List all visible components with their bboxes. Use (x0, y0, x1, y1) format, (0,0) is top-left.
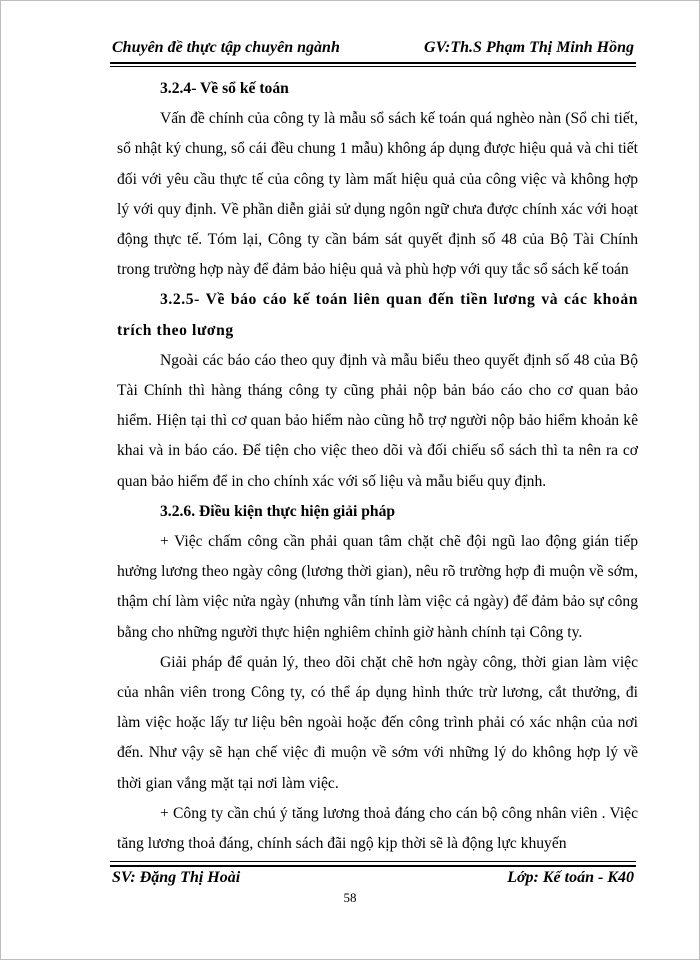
paragraph: Ngoài các báo cáo theo quy định và mẫu biểu theo quyết định số 48 của Bộ Tài Chính thì hàng tháng công ty cũng phải nộp bản báo cáo cho cơ quan bảo hiểm. Hiện tại thì cơ quan bảo hiểm nào cũng hỗ trợ người nộp bảo hiểm khoản kê khai và in báo cáo. Để tiện cho việc theo dõi và đối chiếu sổ sách thì ta nên ra cơ quan bảo hiểm để in cho chính xác với số liệu và mẫu biểu quy định. (117, 351, 638, 490)
page-footer (112, 869, 634, 887)
paragraph: + Công ty cần chú ý tăng lương thoả đáng cho cán bộ công nhân viên . Việc tăng lương thoả đáng, chính sách đãi ngộ kịp thời sẽ là động lực khuyến (117, 804, 638, 853)
page-header (112, 39, 634, 57)
header-course-title: Chuyên đề thực tập chuyên ngành (112, 39, 340, 56)
paragraph: Vấn đề chính của công ty là mẫu sổ sách kế toán quá nghèo nàn (Sổ chi tiết, sổ nhật ký chung, sổ cái đều chung 1 mẫu) không áp dụng được hiệu quả và chi tiết đối với yêu cầu thực tế của công ty làm mất hiệu quả của công việc và không hợp lý với quy định. Về phần diễn giải sử dụng ngôn ngữ chưa được chính xác với hoạt động thực tế. Tóm lại, Công ty cần bám sát quyết định số 48 của Bộ Tài Chính trong trường hợp này để đảm bảo hiệu quả và phù hợp với quy tắc sổ sách kế toán (117, 110, 638, 279)
footer-class: Lớp: Kế toán - K40 (507, 869, 634, 886)
header-rule-thin (110, 66, 636, 67)
header-instructor: GV:Th.S Phạm Thị Minh Hồng (424, 39, 634, 56)
footer-rule (110, 865, 636, 867)
paragraph: + Việc chấm công cần phải quan tâm chặt chẽ đội ngũ lao động gián tiếp hưởng lương theo ngày công (lương thời gian), nêu rõ trường hợp đi muộn về sớm, thậm chí làm việc nửa ngày (nhưng vẫn tính làm việc cả ngày) để đảm bảo sự công bằng cho những người thực hiện nghiêm chỉnh giờ hành chính tại Công ty. (117, 533, 638, 641)
section-heading-3-2-5: 3.2.5- Về báo cáo kế toán liên quan đến tiền lương và các khoản trích theo lương (117, 291, 638, 339)
header-rule (110, 62, 636, 64)
footer-student-name: SV: Đặng Thị Hoài (112, 869, 241, 886)
page-number: 58 (343, 890, 357, 905)
section-heading-3-2-6: 3.2.6. Điều kiện thực hiện giải pháp (160, 502, 396, 520)
section-heading-3-2-4: 3.2.4- Về sổ kế toán (160, 80, 289, 97)
footer-rule-thin (110, 861, 636, 862)
paragraph: Giải pháp để quản lý, theo dõi chặt chẽ hơn ngày công, thời gian làm việc của nhân viên trong Công ty, có thể áp dụng hình thức trừ lương, cắt thưởng, đi làm việc hoặc lấy tư liệu bên ngoài hoặc đến công trình phải có xác nhận của nơi đến. Như vậy sẽ hạn chế việc đi muộn về sớm với những lý do không hợp lý về thời gian vắng mặt tại nơi làm việc. (117, 653, 638, 792)
document-body (117, 74, 638, 859)
